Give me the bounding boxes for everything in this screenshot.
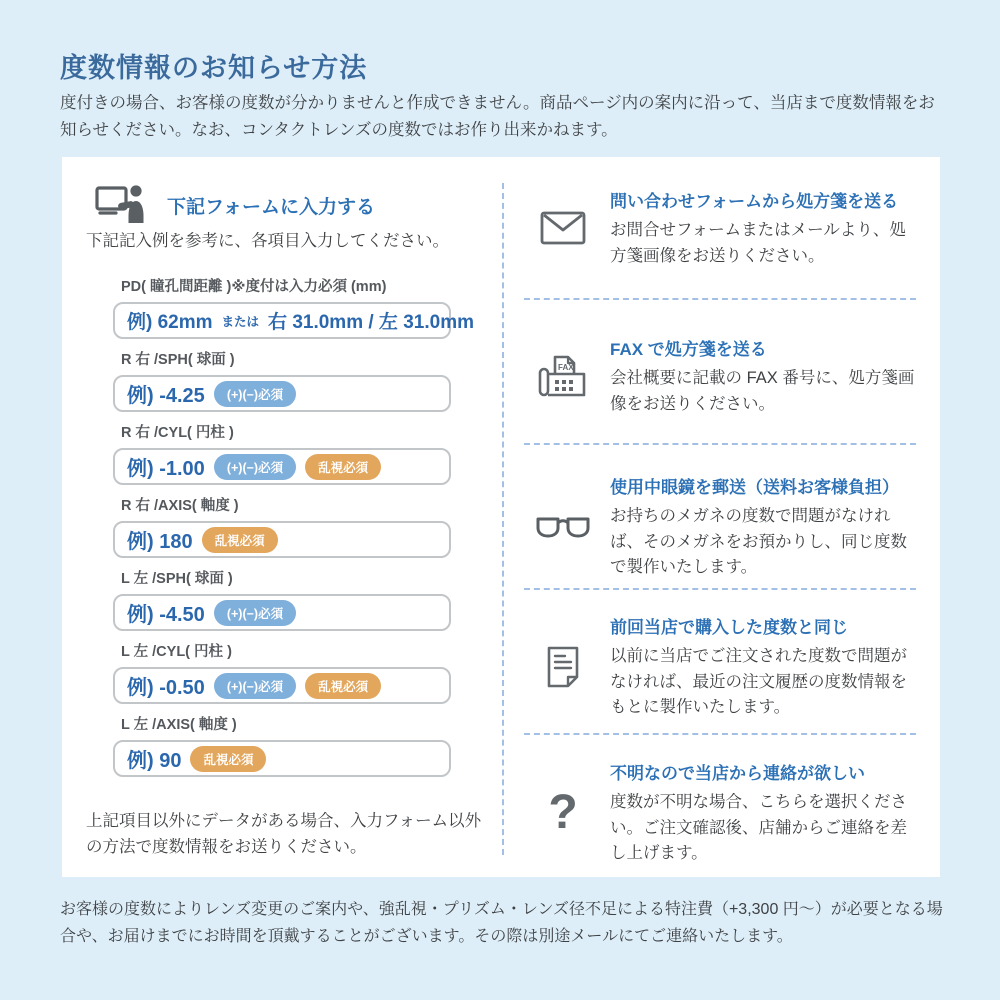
field-input-l-sph[interactable]: 例) -4.50 (+)(−)必須 — [113, 594, 451, 631]
footer-note: お客様の度数によりレンズ変更のご案内や、強乱視・プリズム・レンズ径不足による特注費（+3,300 円～）が必要となる場合や、お届けまでにお時間を頂戴することがございます。その際は別途メールにてご連絡いたします。 — [60, 901, 943, 946]
method-item-fax — [524, 335, 922, 417]
question-icon: ? — [548, 785, 578, 839]
astigmatism-required-badge: 乱視必須 — [305, 673, 381, 699]
fax-icon — [524, 353, 602, 399]
method-description: お持ちのメガネの度数で問題がなければ、そのメガネをお預かりし、同じ度数で製作いたします。 — [610, 507, 907, 577]
field-label-r-cyl: R 右 /CYL( 円柱 ) — [121, 425, 234, 441]
prescription-form-example — [113, 279, 474, 790]
method-divider — [524, 443, 916, 445]
method-heading: 使用中眼鏡を郵送（送料お客様負担） — [610, 478, 899, 497]
method-divider — [524, 733, 916, 735]
field-input-r-sph[interactable]: 例) -4.25 (+)(−)必須 — [113, 375, 451, 412]
field-input-l-axis[interactable]: 例) 90 乱視必須 — [113, 740, 451, 777]
method-heading: 不明なので当店から連絡が欲しい — [610, 764, 865, 783]
astigmatism-required-badge: 乱視必須 — [202, 527, 278, 553]
field-label-l-axis: L 左 /AXIS( 軸度 ) — [121, 717, 237, 733]
method-divider — [524, 588, 916, 590]
method-description: 以前に当店でご注文された度数で問題がなければ、最近の注文履歴の度数情報をもとに製作いたします。 — [610, 647, 907, 717]
required-sign-badge: (+)(−)必須 — [214, 600, 296, 626]
form-section-title: 下記フォームに入力する — [167, 197, 376, 218]
astigmatism-required-badge: 乱視必須 — [305, 454, 381, 480]
method-description: 度数が不明な場合、こちらを選択ください。ご注文確認後、店舗からご連絡を差し上げます。 — [610, 793, 907, 863]
page-title: 度数情報のお知らせ方法 — [60, 53, 368, 83]
intro-text: 度付きの場合、お客様の度数が分かりませんと作成できません。商品ページ内の案内に沿って、当店まで度数情報をお知らせください。なお、コンタクトレンズの度数ではお作り出来かねます。 — [60, 94, 935, 139]
alternative-methods — [524, 157, 922, 877]
required-sign-badge: (+)(−)必須 — [214, 381, 296, 407]
mail-icon — [524, 211, 602, 245]
svg-text:FAX: FAX — [558, 363, 574, 373]
field-input-r-cyl[interactable]: 例) -1.00 (+)(−)必須 乱視必須 — [113, 448, 451, 485]
method-description: お問合せフォームまたはメールより、処方箋画像をお送りください。 — [610, 221, 906, 265]
presenter-icon — [95, 183, 147, 228]
field-input-pd[interactable]: 例) 62mm または 右 31.0mm / 左 31.0mm — [113, 302, 451, 339]
method-heading: 問い合わせフォームから処方箋を送る — [610, 192, 899, 211]
astigmatism-required-badge: 乱視必須 — [190, 746, 266, 772]
field-label-l-sph: L 左 /SPH( 球面 ) — [121, 571, 233, 587]
column-divider — [502, 183, 504, 855]
field-input-l-cyl[interactable]: 例) -0.50 (+)(−)必須 乱視必須 — [113, 667, 451, 704]
glasses-icon — [524, 515, 602, 539]
method-divider — [524, 298, 916, 300]
content-panel — [62, 157, 940, 877]
form-instruction: 下記記入例を参考に、各項目入力してください。 — [86, 232, 449, 250]
required-sign-badge: (+)(−)必須 — [214, 673, 296, 699]
form-section-header — [95, 183, 375, 228]
method-heading: FAX で処方箋を送る — [610, 340, 767, 359]
method-item-contact-me — [524, 759, 922, 867]
method-item-mail-glasses — [524, 473, 922, 581]
method-item-previous-order — [524, 613, 922, 721]
method-heading: 前回当店で購入した度数と同じ — [610, 618, 848, 637]
method-description: 会社概要に記載の FAX 番号に、処方箋画像をお送りください。 — [610, 369, 915, 413]
required-sign-badge: (+)(−)必須 — [214, 454, 296, 480]
form-note: 上記項目以外にデータがある場合、入力フォーム以外の方法で度数情報をお送りください。 — [86, 812, 482, 856]
method-item-contact-form — [524, 187, 922, 269]
field-label-l-cyl: L 左 /CYL( 円柱 ) — [121, 644, 232, 660]
field-label-pd: PD( 瞳孔間距離 )※度付は入力必須 (mm) — [121, 279, 387, 295]
document-icon — [524, 645, 602, 689]
field-label-r-sph: R 右 /SPH( 球面 ) — [121, 352, 235, 368]
field-label-r-axis: R 右 /AXIS( 軸度 ) — [121, 498, 239, 514]
field-input-r-axis[interactable]: 例) 180 乱視必須 — [113, 521, 451, 558]
